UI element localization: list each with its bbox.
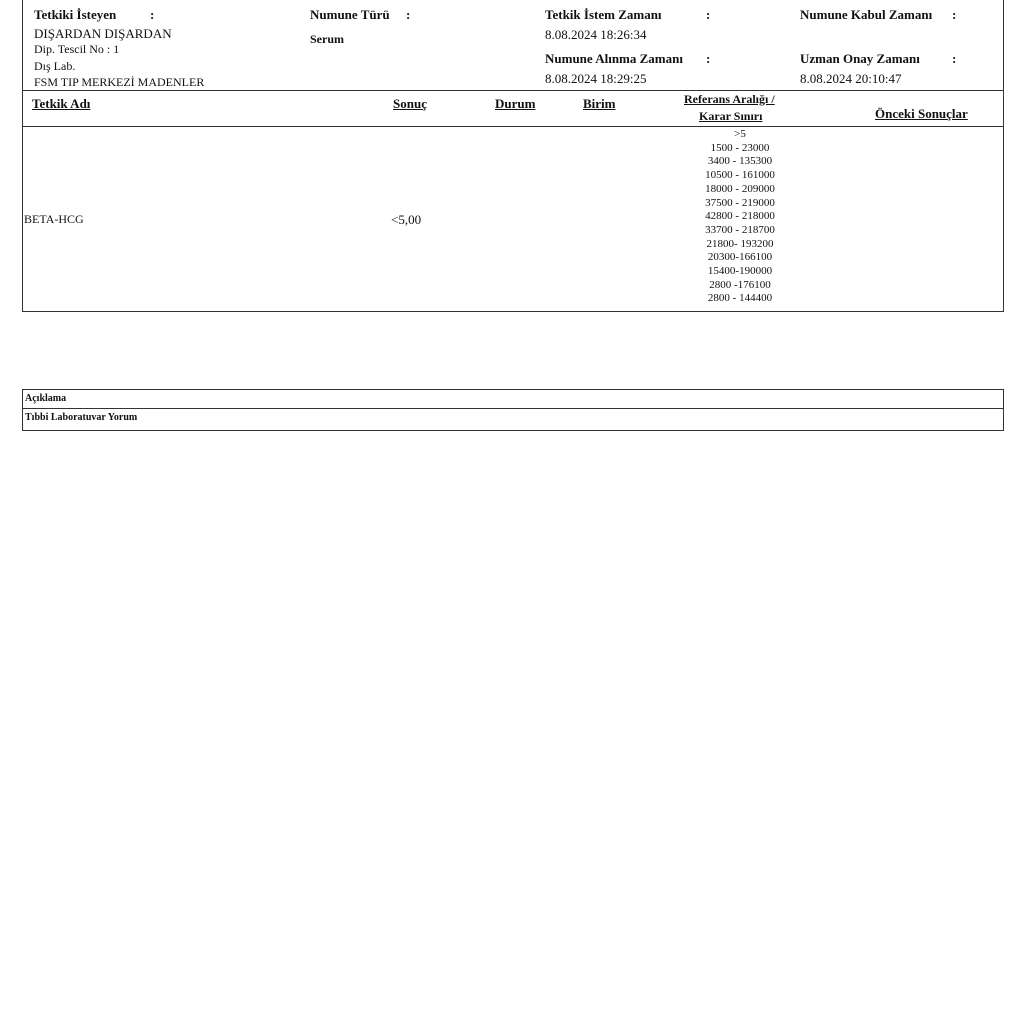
row-reference-ranges (680, 128, 800, 304)
column-reference-line2: Karar Sınırı (699, 109, 763, 123)
collection-time-colon: : (706, 51, 711, 66)
row-result: <5,00 (391, 212, 422, 227)
request-time-label: Tetkik İstem Zamanı (545, 7, 662, 22)
sample-type-value: Serum (310, 32, 344, 46)
approval-time-colon: : (952, 51, 957, 66)
reference-range-line: 42800 - 218000 (705, 210, 775, 223)
dip-tescil-no: Dip. Tescil No : 1 (34, 42, 120, 56)
requester-label: Tetkiki İsteyen (34, 7, 117, 22)
column-test-name: Tetkik Adı (32, 96, 91, 111)
comments-section (22, 389, 1004, 431)
request-time-value: 8.08.2024 18:26:34 (545, 27, 647, 42)
approval-time-value: 8.08.2024 20:10:47 (800, 71, 902, 86)
approval-time-label: Uzman Onay Zamanı (800, 51, 920, 66)
collection-time-value: 8.08.2024 18:29:25 (545, 71, 647, 86)
column-reference-line1: Referans Aralığı / (684, 92, 775, 106)
lab-name: Dış Lab. (34, 59, 76, 73)
reference-range-line: 15400-190000 (707, 265, 773, 278)
reference-range-line: 20300-166100 (707, 251, 773, 264)
column-result: Sonuç (393, 96, 427, 111)
column-unit: Birim (583, 96, 616, 111)
reference-range-line: >5 (734, 128, 746, 140)
sample-type-label: Numune Türü (310, 7, 390, 22)
reference-range-line: 3400 - 135300 (707, 155, 773, 168)
reference-range-line: 1500 - 23000 (710, 141, 770, 154)
medical-lab-comment-label: Tıbbi Laboratuvar Yorum (25, 412, 138, 423)
acceptance-time-colon: : (952, 7, 957, 22)
requester-name: DIŞARDAN DIŞARDAN (34, 26, 172, 41)
collection-time-label: Numune Alınma Zamanı (545, 51, 683, 66)
row-test-name: BETA-HCG (24, 212, 84, 226)
results-table-body (22, 126, 1004, 312)
reference-range-line: 18000 - 209000 (705, 182, 775, 195)
reference-range-line: 21800- 193200 (706, 237, 774, 250)
acceptance-time-label: Numune Kabul Zamanı (800, 7, 933, 22)
column-previous-results: Önceki Sonuçlar (875, 106, 968, 121)
reference-range-line: 37500 - 219000 (705, 196, 775, 209)
reference-range-line: 2800 -176100 (709, 278, 771, 291)
reference-range-line: 10500 - 161000 (705, 169, 775, 182)
column-status: Durum (495, 96, 536, 111)
center-name: FSM TIP MERKEZİ MADENLER (34, 75, 205, 89)
reference-range-line: 33700 - 218700 (705, 223, 775, 236)
request-time-colon: : (706, 7, 711, 22)
explanation-label: Açıklama (23, 390, 1003, 409)
reference-range-line: 2800 - 144400 (707, 292, 773, 304)
requester-colon: : (150, 7, 155, 22)
sample-type-colon: : (406, 7, 411, 22)
